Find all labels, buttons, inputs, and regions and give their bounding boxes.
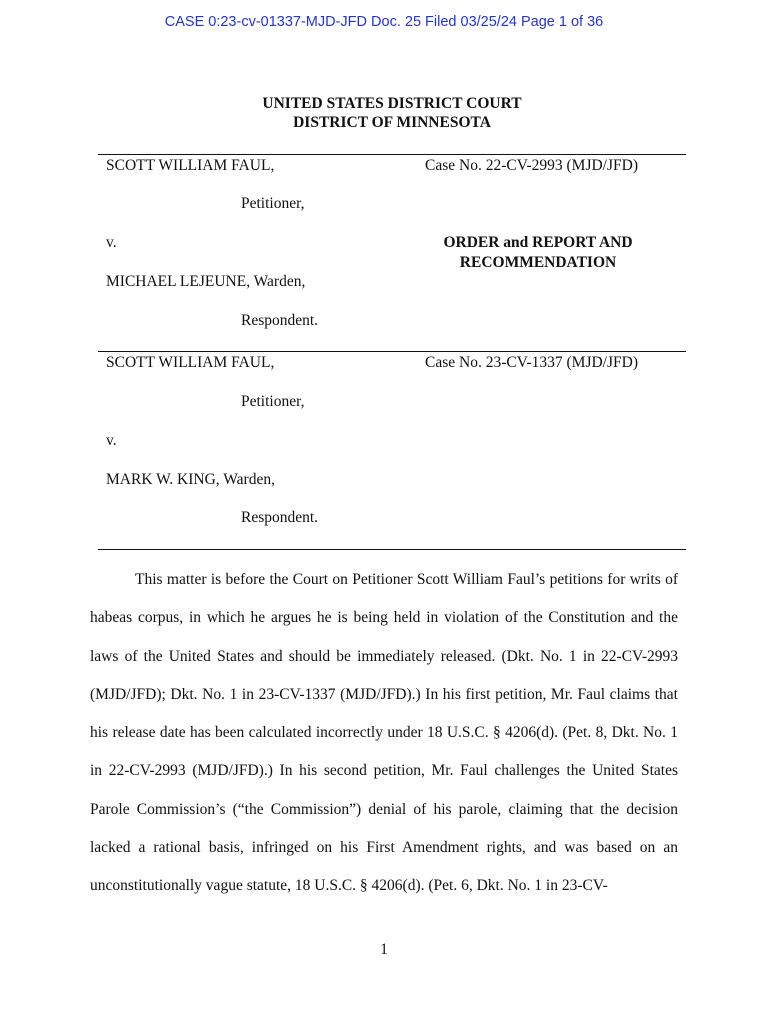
case1-respondent-name: MICHAEL LEJEUNE, Warden, bbox=[106, 273, 306, 290]
court-name: UNITED STATES DISTRICT COURT bbox=[262, 95, 522, 112]
case-header-stamp: CASE 0:23-cv-01337-MJD-JFD Doc. 25 Filed 03/25/24 Page 1 of 36 bbox=[164, 14, 604, 30]
case2-respondent-role: Respondent. bbox=[241, 509, 319, 526]
document-title-line2: RECOMMENDATION bbox=[459, 254, 617, 271]
case1-case-number: Case No. 22-CV-2993 (MJD/JFD) bbox=[425, 157, 638, 174]
case2-case-number: Case No. 23-CV-1337 (MJD/JFD) bbox=[425, 354, 638, 371]
court-district: DISTRICT OF MINNESOTA bbox=[293, 114, 491, 131]
caption-rule-middle bbox=[98, 351, 686, 352]
page-number: 1 bbox=[380, 941, 388, 958]
case2-versus: v. bbox=[106, 432, 117, 449]
order-body bbox=[90, 561, 678, 906]
case1-respondent-role: Respondent. bbox=[241, 312, 319, 329]
case2-respondent-name: MARK W. KING, Warden, bbox=[106, 471, 275, 488]
caption-rule-top bbox=[98, 154, 686, 155]
case1-petitioner-name: SCOTT WILLIAM FAUL, bbox=[106, 157, 275, 174]
case2-petitioner-name: SCOTT WILLIAM FAUL, bbox=[106, 354, 275, 371]
caption-rule-bottom bbox=[98, 549, 686, 550]
case1-versus: v. bbox=[106, 234, 117, 251]
case2-petitioner-role: Petitioner, bbox=[241, 393, 305, 410]
case1-petitioner-role: Petitioner, bbox=[241, 195, 305, 212]
document-title-line1: ORDER and REPORT AND bbox=[443, 234, 633, 251]
body-paragraph: This matter is before the Court on Petitioner Scott William Faul’s petitions for writs of habeas corpus, in which he argues he is being held in violation of the Constitution and the laws of the United States and should be immediately released. (Dkt. No. 1 in 22-CV-2993 (MJD/JFD); Dkt. No. 1 in 23-CV-1337 (MJD/JFD).) In his first petition, Mr. Faul claims that his release date has been calculated incorrectly under 18 U.S.C. § 4206(d). (Pet. 8, Dkt. No. 1 in 22-CV-2993 (MJD/JFD).) In his second petition, Mr. Faul challenges the United States Parole Commission’s (“the Commission”) denial of his parole, claiming that the decision lacked a rational basis, infringed on his First Amendment rights, and was based on an unconstitutionally vague statute, 18 U.S.C. § 4206(d). (Pet. 6, Dkt. No. 1 in 23-CV- bbox=[90, 571, 678, 895]
